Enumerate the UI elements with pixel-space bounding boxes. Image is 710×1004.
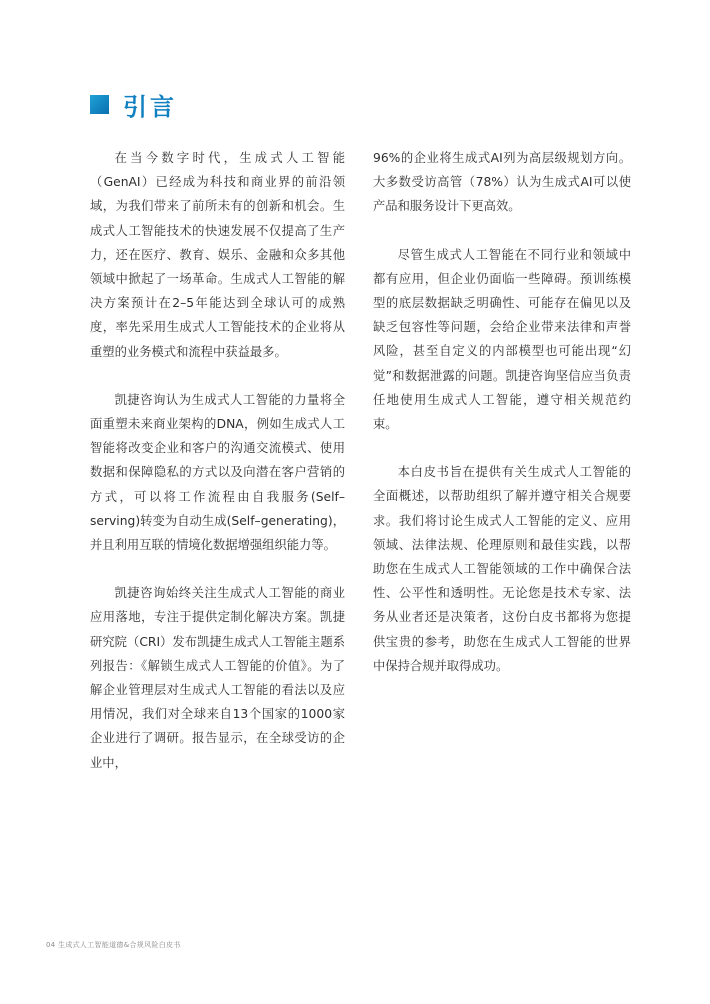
paragraph-capgemini-view: 凯捷咨询认为生成式人工智能的力量将全面重塑未来商业架构的DNA，例如生成式人工智能将改变企业和客户的沟通交流模式、使用数据和保障隐私的方式以及向潜在客户营销的方式，可以将工作流程由自我服务(Self–serving)转变为自动生成(Self–generating)，并且利用互联的情境化数据增强组织能力等。	[90, 392, 345, 553]
paragraph-obstacles: 尽管生成式人工智能在不同行业和领域中都有应用，但企业仍面临一些障碍。预训练模型的底层数据缺乏明确性、可能存在偏见以及缺乏包容性等问题，会给企业带来法律和声誉风险，甚至自定义的内部模型也可能出现“幻觉”和数据泄露的问题。凯捷咨询坚信应当负责任地使用生成式人工智能，遵守相关规范约束。	[373, 247, 631, 432]
left-column	[90, 146, 345, 799]
page-footer: 04 生成式人工智能道德&合规风险白皮书	[46, 941, 181, 949]
paragraph-research: 凯捷咨询始终关注生成式人工智能的商业应用落地，专注于提供定制化解决方案。凯捷研究院（CRI）发布凯捷生成式人工智能主题系列报告：《解锁生成式人工智能的价值》。为了解企业管理层对生成式人工智能的看法以及应用情况，我们对全球来自13个国家的1000家企业进行了调研。报告显示，在全球受访的企业中，	[90, 586, 345, 770]
page-title: 引言	[123, 92, 177, 121]
paragraph-intro: 在当今数字时代，生成式人工智能（GenAI）已经成为科技和商业界的前沿领域，为我们带来了前所未有的创新和机会。生成式人工智能技术的快速发展不仅提高了生产力，还在医疗、教育、娱乐、金融和众多其他领域中掀起了一场革命。生成式人工智能的解决方案预计在2–5年能达到全球认可的成熟度，率先采用生成式人工智能技术的企业将从重塑的业务模式和流程中获益最多。	[90, 151, 345, 359]
section-heading	[90, 86, 177, 122]
paragraph-whitepaper-purpose: 本白皮书旨在提供有关生成式人工智能的全面概述，以帮助组织了解并遵守相关合规要求。我们将讨论生成式人工智能的定义、应用领域、法律法规、伦理原则和最佳实践，以帮助您在生成式人工智能领域的工作中确保合法性、公平性和透明性。无论您是技术专家、法务从业者还是决策者，这份白皮书都将为您提供宝贵的参考，助您在生成式人工智能的世界中保持合规并取得成功。	[373, 465, 631, 673]
paragraph-continuation: 96%的企业将生成式AI列为高层级规划方向。大多数受访高管（78%）认为生成式AI可以使产品和服务设计下更高效。	[373, 151, 631, 214]
heading-square-icon	[90, 95, 109, 114]
right-column	[373, 146, 631, 702]
